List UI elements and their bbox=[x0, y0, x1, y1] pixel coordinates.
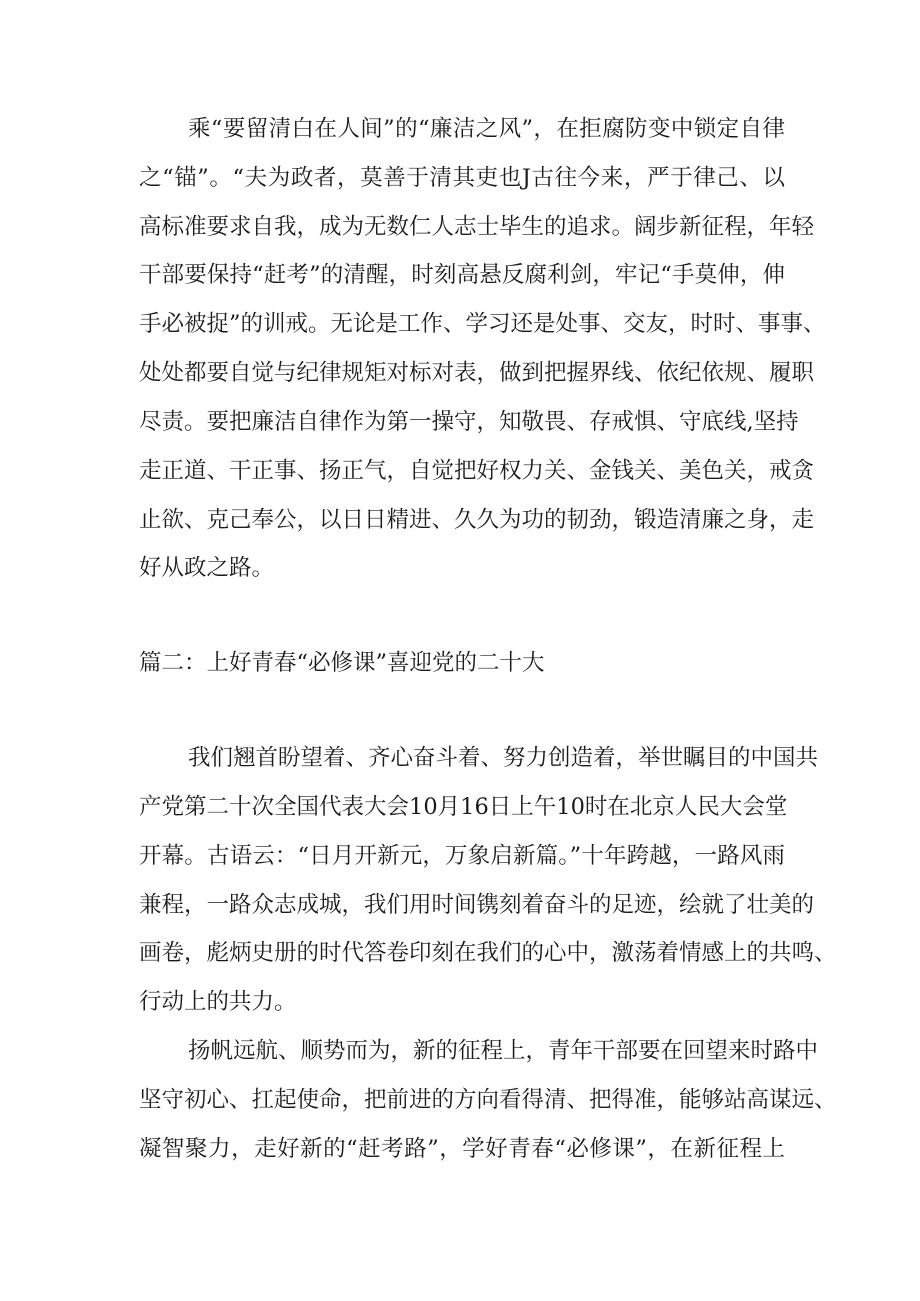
paragraph-1-line-1: 乘“要留清白在人间”的“廉洁之风”，在拒腐防变中锁定自律 bbox=[188, 116, 785, 142]
paragraph-1-line-10: 好从政之路。 bbox=[139, 555, 275, 581]
paragraph-1-line-2: 之“锚”。“夫为政者，莫善于清其吏也J古往今来，严于律己、以 bbox=[139, 165, 785, 191]
paragraph-3-line-1: 扬帆远航、顺势而为，新的征程上，青年干部要在回望来时路中 bbox=[188, 1038, 819, 1064]
paragraph-2-line-4: 兼程，一路众志成城，我们用时间镌刻着奋斗的足迹，绘就了壮美的 bbox=[139, 892, 815, 918]
paragraph-2-line-6: 行动上的共力。 bbox=[139, 989, 297, 1015]
paragraph-2-line-1: 我们翘首盼望着、齐心奋斗着、努力创造着，举世瞩目的中国共 bbox=[188, 745, 819, 771]
paragraph-2-line-5: 画卷，彪炳史册的时代答卷印刻在我们的心中，激荡着情感上的共鸣、 bbox=[139, 940, 837, 966]
paragraph-1-line-4: 干部要保持“赶考”的清醒，时刻高悬反腐利剑，牢记“手莫伸，伸 bbox=[139, 262, 785, 288]
paragraph-2-line-2: 产党第二十次全国代表大会10月16日上午10时在北京人民大会堂 bbox=[139, 794, 788, 820]
section-heading: 篇二：上好青春“必修课”喜迎党的二十大 bbox=[139, 650, 545, 676]
paragraph-1-line-9: 止欲、克己奉公，以日日精进、久久为功的韧劲，锻造清廉之身，走 bbox=[139, 507, 815, 533]
paragraph-1-line-7: 尽责。要把廉洁自律作为第一操守，知敬畏、存戒惧、守底线,坚持 bbox=[139, 409, 799, 435]
paragraph-1-line-3: 高标准要求自我，成为无数仁人志士毕生的追求。阔步新征程，年轻 bbox=[139, 214, 815, 240]
paragraph-1-line-5: 手必被捉”的训戒。无论是工作、学习还是处事、交友，时时、事事、 bbox=[139, 311, 826, 337]
paragraph-3-line-2: 坚守初心、扛起使命，把前进的方向看得清、把得准，能够站高谋远、 bbox=[139, 1087, 837, 1113]
paragraph-2-line-3: 开幕。古语云：“日月开新元，万象启新篇。”十年跨越，一路风雨 bbox=[139, 843, 785, 869]
paragraph-1-line-6: 处处都要自觉与纪律规矩对标对表，做到把握界线、依纪依规、履职 bbox=[139, 360, 815, 386]
paragraph-3-line-3: 凝智聚力，走好新的“赶考路”，学好青春“必修课”，在新征程上 bbox=[139, 1136, 785, 1162]
paragraph-1-line-8: 走正道、干正事、扬正气，自觉把好权力关、金钱关、美色关，戒贪 bbox=[139, 458, 815, 484]
